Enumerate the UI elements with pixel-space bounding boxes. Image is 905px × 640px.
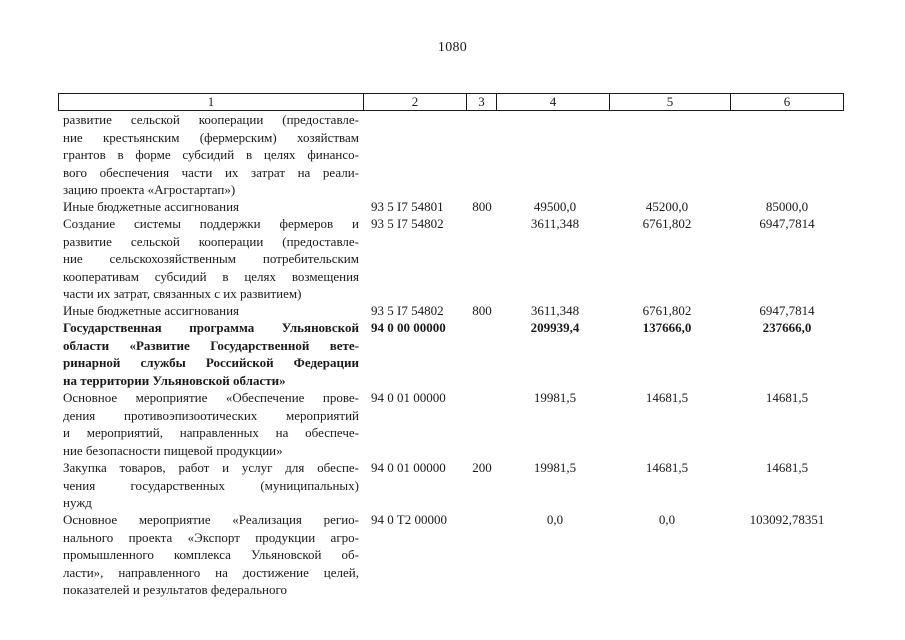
- row-code: 93 5 I7 54802: [371, 216, 444, 231]
- row-name: [63, 111, 359, 199]
- column-header-2: 2: [363, 94, 466, 110]
- row-name-line: кооперативам субсидий в целях возмещения: [63, 268, 359, 284]
- row-expense-type: 800: [472, 303, 492, 318]
- row-expense-type: 200: [472, 460, 492, 475]
- row-name-line: ние сельскохозяйственным потребительским: [63, 251, 359, 266]
- row-value-col5: 45200,0: [645, 199, 689, 214]
- row-name: [63, 302, 359, 320]
- row-name-line: Создание системы поддержки фермеров и: [63, 216, 359, 231]
- row-name-line: чения государственных (муниципальных): [63, 477, 359, 493]
- row-name-line: ние безопасности пищевой продукции»: [63, 442, 283, 458]
- row-name-line: и мероприятий, направленных на обеспече-: [63, 425, 359, 440]
- row-name-line: части их затрат, связанных с их развитием): [63, 286, 302, 301]
- row-name-line: области «Развитие Государственной вете-: [63, 337, 359, 353]
- row-value-col5: 0,0: [658, 512, 676, 527]
- row-name-line: на территории Ульяновской области»: [63, 372, 286, 388]
- row-value-col6: 85000,0: [765, 199, 809, 214]
- row-name-line: ние крестьянским (фермерским) хозяйствам: [63, 129, 359, 145]
- row-value-col5: 14681,5: [645, 390, 689, 405]
- row-code: 94 0 00 00000: [371, 320, 446, 335]
- row-value-col6: 6947,7814: [759, 216, 815, 231]
- table-header: [58, 93, 844, 111]
- row-name-line: Основное мероприятие «Реализация регио-: [63, 512, 359, 527]
- row-name-line: Закупка товаров, работ и услуг для обеспе-: [63, 460, 359, 475]
- row-name: [63, 511, 359, 599]
- row-code: 94 0 01 00000: [371, 460, 446, 475]
- column-header-5: 5: [609, 94, 730, 110]
- row-value-col5: 6761,802: [642, 216, 692, 231]
- row-value-col4: 19981,5: [533, 390, 577, 405]
- row-value-col4: 3611,348: [530, 303, 580, 318]
- column-header-3: 3: [466, 94, 496, 110]
- row-value-col4: 3611,348: [530, 216, 580, 231]
- row-name-line: развитие сельской кооперации (предоставле-: [63, 112, 359, 127]
- row-name-line: зацию проекта «Агростартап»): [63, 182, 236, 197]
- row-name: [63, 319, 359, 389]
- row-name-line: Иные бюджетные ассигнования: [63, 303, 240, 318]
- row-value-col5: 137666,0: [642, 320, 692, 335]
- row-value-col5: 14681,5: [645, 460, 689, 475]
- row-value-col6: 14681,5: [765, 390, 809, 405]
- column-header-4: 4: [496, 94, 609, 110]
- row-value-col4: 19981,5: [533, 460, 577, 475]
- row-name-line: промышленного комплекса Ульяновской об-: [63, 547, 359, 562]
- row-name-line: Иные бюджетные ассигнования: [63, 199, 240, 214]
- row-code: 93 5 I7 54801: [371, 199, 444, 214]
- row-name-line: нального проекта «Экспорт продукции агро-: [63, 529, 359, 545]
- row-name: [63, 215, 359, 303]
- row-name-line: Государственная программа Ульяновской: [63, 320, 359, 335]
- row-value-col4: 49500,0: [533, 199, 577, 214]
- row-name-line: вого обеспечения части их затрат на реали-: [63, 164, 359, 180]
- row-name-line: ринарной службы Российской Федерации: [63, 355, 359, 370]
- row-code: 94 0 T2 00000: [371, 512, 447, 527]
- row-code: 94 0 01 00000: [371, 390, 446, 405]
- row-value-col5: 6761,802: [642, 303, 692, 318]
- row-name-line: Основное мероприятие «Обеспечение прове-: [63, 390, 359, 405]
- row-value-col6: 6947,7814: [759, 303, 815, 318]
- row-code: 93 5 I7 54802: [371, 303, 444, 318]
- row-value-col4: 209939,4: [530, 320, 580, 335]
- row-value-col6: 14681,5: [765, 460, 809, 475]
- column-header-6: 6: [730, 94, 843, 110]
- row-name-line: показателей и результатов федерального: [63, 582, 288, 597]
- row-value-col4: 0,0: [546, 512, 564, 527]
- row-name: [63, 459, 359, 512]
- row-value-col6: 237666,0: [762, 320, 812, 335]
- row-expense-type: 800: [472, 199, 492, 214]
- row-name-line: дения противоэпизоотических мероприятий: [63, 407, 359, 423]
- row-name: [63, 198, 359, 216]
- row-name: [63, 389, 359, 459]
- row-value-col6: 103092,78351: [749, 512, 825, 527]
- row-name-line: грантов в форме субсидий в целях финансо-: [63, 147, 359, 162]
- page-number: 1080: [437, 40, 468, 55]
- row-name-line: нужд: [63, 495, 92, 510]
- column-header-1: 1: [207, 94, 215, 109]
- row-name-line: ласти», направленного на достижение целей,: [63, 564, 359, 580]
- row-name-line: развитие сельской кооперации (предоставле-: [63, 233, 359, 249]
